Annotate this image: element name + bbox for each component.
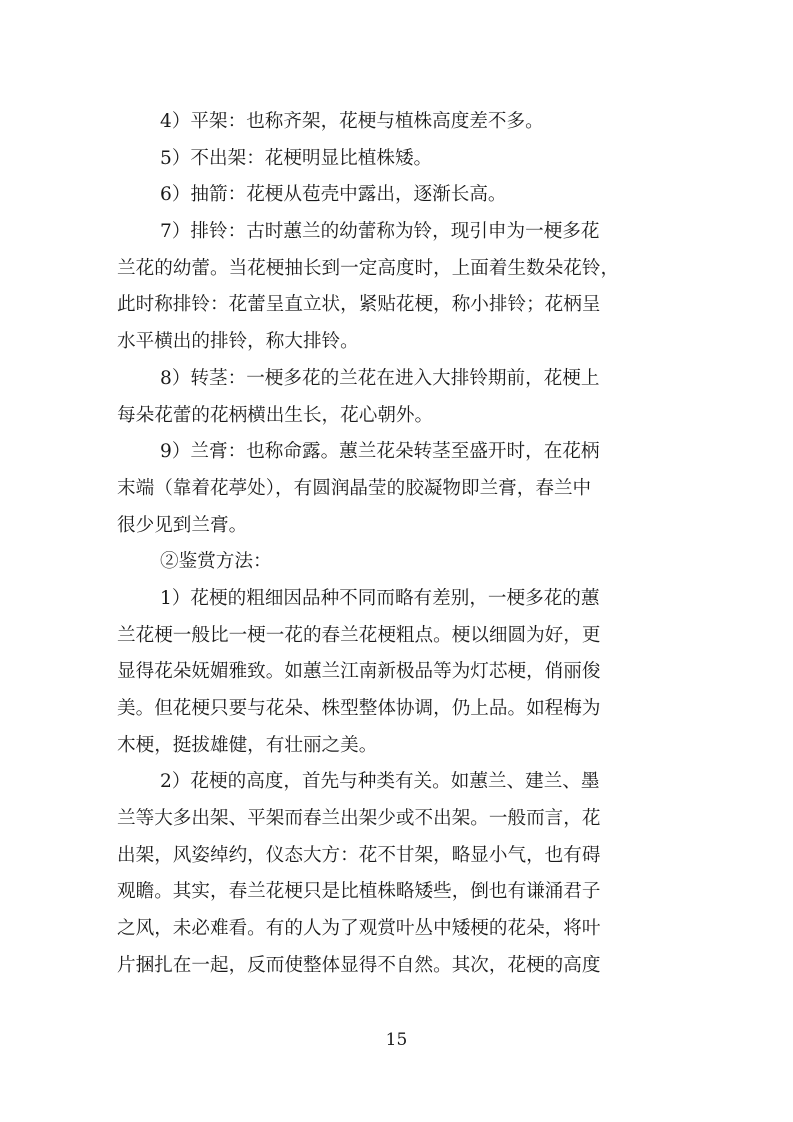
text-line: 2）花梗的高度，首先与种类有关。如蕙兰、建兰、墨: [160, 771, 600, 793]
text-line: 8）转茎：一梗多花的兰花在进入大排铃期前，花梗上: [160, 367, 600, 389]
text-line: 显得花朵妩媚雅致。如蕙兰江南新极品等为灯芯梗，俏丽俊: [117, 661, 601, 683]
text-line: 4）平架：也称齐架，花梗与植株高度差不多。: [160, 111, 544, 132]
text-line: 7）排铃：古时蕙兰的幼蕾称为铃，现引申为一梗多花: [160, 221, 600, 243]
text-line: 兰花梗一般比一梗一花的春兰花梗粗点。梗以细圆为好，更: [117, 624, 601, 646]
body-text: [117, 104, 677, 985]
text-line: 5）不出架：花梗明显比植株矮。: [160, 147, 433, 169]
text-line: 兰花的幼蕾。当花梗抽长到一定高度时，上面着生数朵花铃，: [117, 257, 620, 279]
text-line: 1）花梗的粗细因品种不同而略有差别，一梗多花的蕙: [160, 587, 600, 609]
text-line: 此时称排铃：花蕾呈直立状，紧贴花梗，称小排铃；花柄呈: [117, 294, 601, 316]
text-line: 水平横出的排铃，称大排铃。: [117, 331, 359, 353]
text-line: 出架，风姿绰约，仪态大方：花不甘架，略显小气，也有碍: [117, 844, 601, 866]
text-line: 之风，未必难看。有的人为了观赏叶丛中矮梗的花朵，将叶: [117, 918, 601, 940]
text-line: 兰等大多出架、平架而春兰出架少或不出架。一般而言，花: [117, 808, 601, 830]
text-line: 美。但花梗只要与花朵、株型整体协调，仍上品。如程梅为: [117, 698, 601, 719]
text-line: 木梗，挺拔雄健，有壮丽之美。: [117, 734, 378, 756]
page-number: 15: [385, 1030, 408, 1050]
text-line: 6）抽箭：花梗从苞壳中露出，逐渐长高。: [160, 184, 507, 206]
text-line: 每朵花蕾的花柄横出生长，花心朝外。: [117, 404, 434, 426]
text-line: 很少见到兰膏。: [117, 514, 248, 536]
text-line: 观瞻。其实，春兰花梗只是比植株略矮些，倒也有谦涌君子: [117, 881, 601, 903]
text-line: 9）兰膏：也称命露。蕙兰花朵转茎至盛开时，在花柄: [160, 441, 600, 463]
section-heading: ②鉴赏方法：: [160, 551, 272, 573]
text-line: 末端（靠着花葶处），有圆润晶莹的胶凝物即兰膏，春兰中: [117, 477, 592, 499]
text-line: 片捆扎在一起，反而使整体显得不自然。其次，花梗的高度: [117, 954, 601, 976]
